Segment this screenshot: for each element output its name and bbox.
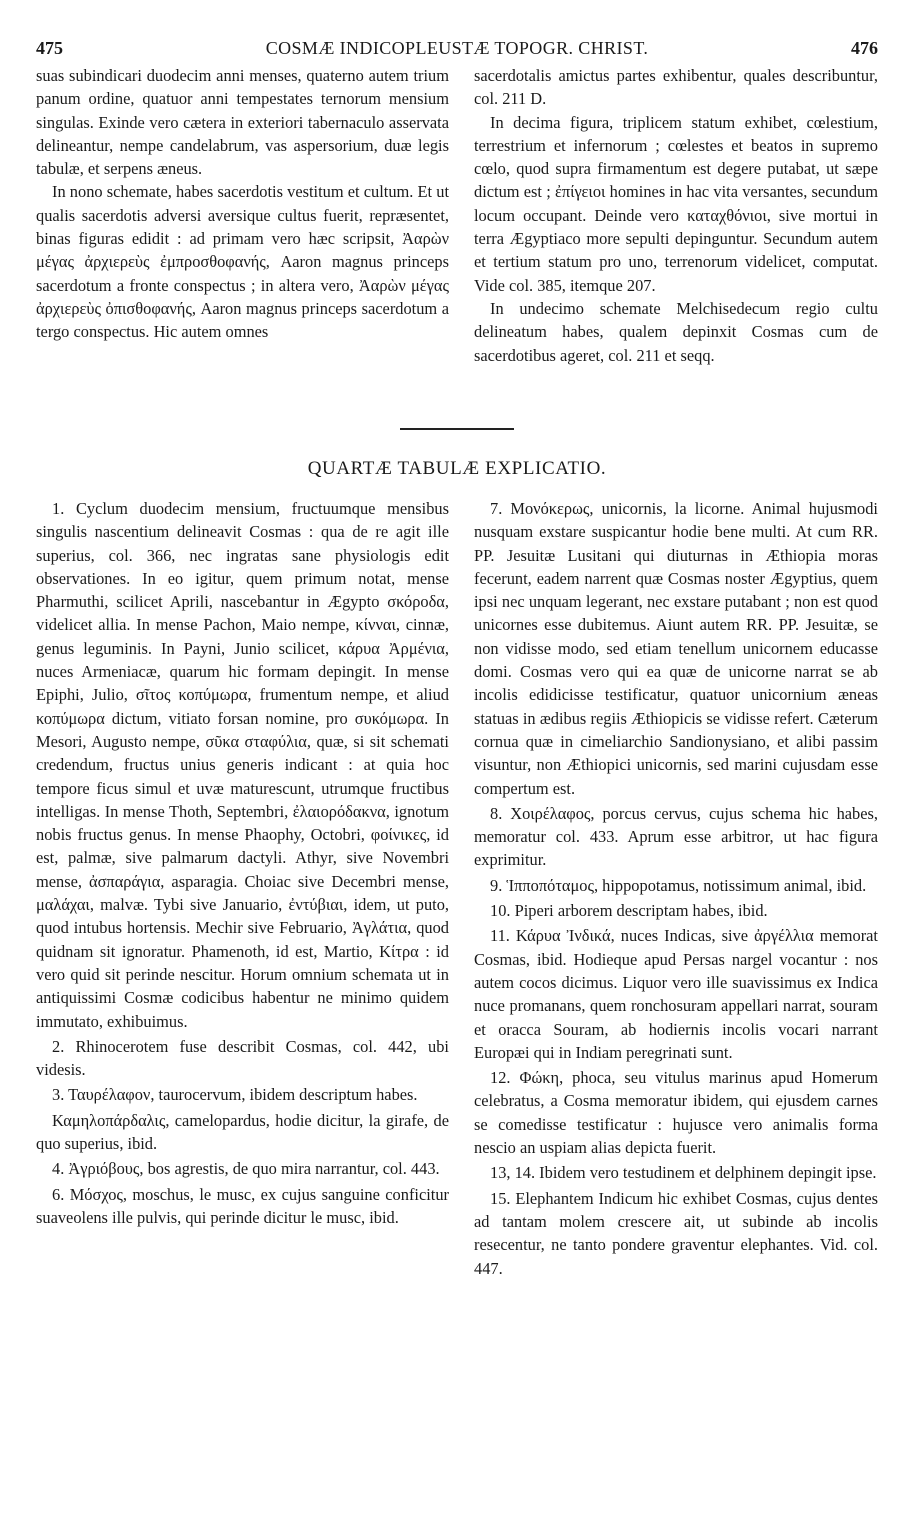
running-head [36, 36, 878, 60]
list-item: 6. Μόσχος, moschus, le musc, ex cujus sanguine conficitur suaveolens ille pulvis, qui perinde dicitur le musc, ibid. [36, 1184, 449, 1227]
section-title: QUARTÆ TABULÆ EXPLICATIO. [307, 458, 607, 479]
section-divider [400, 428, 514, 430]
list-item: 11. Κάρυα Ἰνδικά, nuces Indicas, sive ἀργέλλια memorat Cosmas, ibid. Hodieque apud Persas nargel vocantur : nos autem cocos dicimus. Liquor vero ille suavissimus ex Indica nuce promanans, quem ronchosuram appellari narrat, souram et oracca Souram, ab hodiernis incolis vocari narrant Europæi qui in Indiam peregrinati sunt. [474, 926, 878, 1062]
running-title: COSMÆ INDICOPLEUSTÆ TOPOGR. CHRIST. [265, 38, 649, 58]
paragraph: In undecimo schemate Melchisedecum regio cultu delineatum habes, qualem depinxit Cosmas cum de sacerdotibus ageret, col. 211 et seqq. [474, 298, 878, 365]
list-item: 4. Ἀγριόβους, bos agrestis, de quo mira narrantur, col. 443. [52, 1159, 440, 1179]
paragraph: In decima figura, triplicem statum exhibet, cœlestium, terrestrium et infernorum ; cœlestes et beatos in supremo cœlo, quod supra firmamentum est degere putabat, ut sæpe dictum est ; ἐπίγειοι homines in hac vita versantes, secundum locum occupant. Deinde vero καταχθόνιοι, sive mortui in terra Ægyptiaco more sepulti depinguntur. Secundum autem et tertium statum pro uno, terrenorum videlicet, computat. Vide col. 385, itemque 207. [474, 112, 878, 295]
list-item: 9. Ἱπποπόταμος, hippopotamus, notissimum animal, ibid. [490, 875, 867, 895]
list-item: 3. Ταυρέλαφον, taurocervum, ibidem descriptum habes. [52, 1085, 418, 1105]
lower-left-column [36, 497, 449, 1231]
list-item: 13, 14. Ibidem vero testudinem et delphinem depingit ipse. [490, 1163, 877, 1183]
list-item: Καμηλοπάρδαλις, camelopardus, hodie dicitur, la girafe, de quo superius, ibid. [36, 1110, 449, 1154]
upper-left-column [36, 64, 449, 344]
list-item: 8. Χοιρέλαφος, porcus cervus, cujus schema hic habes, memoratur col. 433. Aprum esse arbitror, ut hac figura exprimitur. [474, 803, 878, 870]
list-item: 7. Μονόκερως, unicornis, la licorne. Animal hujusmodi nusquam exstare suspicantur hodie bene multi. At cum RR. PP. Jesuitæ Lusitani qui diuturnas in Æthiopia moras fecerunt, eadem narrent quæ Cosmas noster Ægyptius, quem ipsi nec unquam legerant, nec exstare putabant ; non est quod unicornes esse dubitemus. Aiunt autem RR. PP. Jesuitæ, se non vidisse modo, sed etiam tenellum unicornem educasse domi. Cosmas vero qui ea quæ de unicorne narrat se ab incolis edidicisse testificatur, quatuor unicornium æneas statuas in ædibus regiis Æthiopicis se vidisse refert. Cæterum cornua quæ in cimeliarchio Sandionysiano, et alibi passim visuntur, non Æthiopici unicornis, sed marini cujusdam esse compertum est. [474, 499, 878, 798]
lower-right-column [474, 497, 878, 1282]
paragraph: sacerdotalis amictus partes exhibentur, quales describuntur, col. 211 D. [474, 66, 878, 109]
page-number-right: 476 [851, 38, 878, 58]
paragraph: In nono schemate, habes sacerdotis vestitum et cultum. Et ut qualis sacerdotis adversi aversique cultus fuerit, repræsentet, binas figuras edidit : ad primam vero hæc scripsit, Ἀαρὼν μέγας ἀρχιερεὺς ἐμπροσθοφανής, Aaron magnus princeps sacerdotum a fronte conspectus ; in altera vero, Ἀαρὼν μέγας ἀρχιερεὺς ὀπισθοφανής, Aaron magnus princeps sacerdotum a tergo conspectus. Hic autem omnes [36, 182, 449, 342]
paragraph: suas subindicari duodecim anni menses, quaterno autem trium panum ordine, quatuor anni tempestates ternorum mensium singulas. Exinde vero cætera in exteriori tabernaculo asservata delineantur, nempe candelabrum, vas aspersorium, duæ legis tabulæ, et serpens æneus. [36, 66, 449, 179]
list-item: 10. Piperi arborem descriptam habes, ibid. [490, 901, 768, 921]
page-number-left: 475 [36, 38, 63, 58]
list-item: 1. Cyclum duodecim mensium, fructuumque mensibus singulis nascentium delineavit Cosmas : qua de re agit ille superius, col. 366, nec ingratas sane physiologis edit observationes. In eo igitur, quem primum notat, mense Pharmuthi, scilicet Aprili, nascebantur in Ægypto σκόροδα, videlicet allia. In mense Pachon, Maio nempe, κίνναι, cinnæ, genus leguminis. In Payni, Junio scilicet, κάρυα Ἀρμένια, nuces Armeniacæ, quarum hic formam depingit. In mense Epiphi, Julio, σῖτος κοπύμωρα, frumentum nempe, et aliud κοπύμωρα dictum, vitiato forsan nomine, pro συκόμωρα. In Mesori, Augusto nempe, σῦκα σταφύλια, quæ, si sit schemati credendum, fructus unius generis indicant : at quia hoc tempore ficus simul et uvæ maturescunt, utrumque fructibus intelligas. In mense Thoth, Septembri, ἐλαιορόδακνα, ignotum nobis fructus genus. In mense Phaophy, Octobri, φοίνικες, id est, palmæ, sive palmarum dactyli. Athyr, sive Novembri mense, ἀσπαράγια, asparagia. Choiac sive Decembri mense, μαλάχαι, malvæ. Tybi sive Januario, ἐντύβιαι, idem, ut puto, quod intubus hortensis. Mechir sive Februario, Ἀγλάτια, quod quidnam sit ignoratur. Phamenoth, id est, Martio, Κίτρα : id vero quid sit perinde nescitur. Horum omnium schemata ut in antiquissimi Cosmæ codicibus habentur ne minimo quidem immutato, exhibuimus. [36, 499, 449, 1031]
list-item: 15. Elephantem Indicum hic exhibet Cosmas, cujus dentes ad tantam molem crescere ait, ut subinde ab incolis resecentur, ne tanto pondere graventur elephantes. Vid. col. 447. [474, 1188, 878, 1278]
upper-right-column [474, 64, 878, 367]
list-item: 12. Φώκη, phoca, seu vitulus marinus apud Homerum celebratus, a Cosma memoratur ibidem, qui ejusdem carnes se comedisse testificatur : hujusce vero animalis forma nescio an uspiam alias depicta fuerit. [474, 1068, 878, 1158]
list-item: 2. Rhinocerotem fuse describit Cosmas, col. 442, ubi videsis. [36, 1036, 449, 1080]
